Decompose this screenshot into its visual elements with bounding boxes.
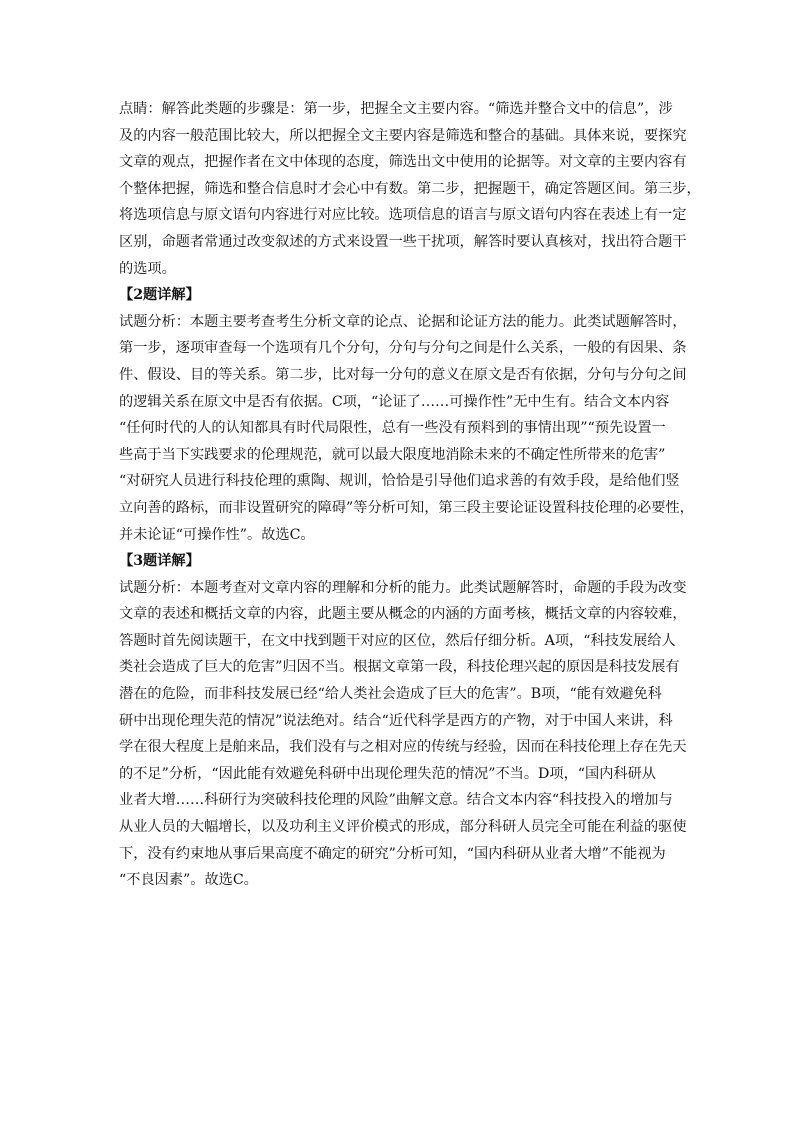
paragraph-line: 及的内容一般范围比较大，所以把握全文主要内容是筛选和整合的基础。具体来说，要探究 <box>119 127 687 144</box>
paragraph-line: 的逻辑关系在原文中是否有依据。C项，“论证了……可操作性”无中生有。结合文本内容 <box>119 393 670 410</box>
paragraph-line: 区别，命题者常通过改变叙述的方式来设置一些干扰项，解答时要认真核对，找出符合题干 <box>119 233 687 250</box>
paragraph-line: 件、假设、目的等关系。第二步，比对每一分句的意义在原文是否有依据，分句与分句之间 <box>119 366 687 383</box>
paragraph-line: 答题时首先阅读题干，在文中找到题干对应的区位，然后仔细分析。A项，“科技发展给人 <box>119 632 676 649</box>
paragraph-line: 学在很大程度上是舶来品，我们没有与之相对应的传统与经验，因而在科技伦理上存在先天 <box>119 739 687 756</box>
section-heading-q3: 【3题详解】 <box>119 553 200 570</box>
paragraph-line: 文章的观点，把握作者在文中体现的态度，筛选出文中使用的论据等。对文章的主要内容有 <box>119 154 687 171</box>
paragraph-line: 的选项。 <box>119 260 176 277</box>
paragraph-line: 立向善的路标，而非设置研究的障碍”等分析可知，第三段主要论证设置科技伦理的必要性， <box>119 499 694 516</box>
paragraph-line: 并未论证“可操作性”。故选C。 <box>119 526 315 543</box>
paragraph-line: 研中出现伦理失范的情况”说法绝对。结合“近代科学是西方的产物，对于中国人来讲，科 <box>119 712 673 729</box>
paragraph-line: 潜在的危险，而非科技发展已经“给人类社会造成了巨大的危害”。B项，“能有效避免科 <box>119 686 662 703</box>
paragraph-line: “对研究人员进行科技伦理的熏陶、规训，恰恰是引导他们追求善的有效手段，是给他们竖 <box>119 473 680 490</box>
paragraph-line: 下，没有约束地从事后果高度不确定的研究”分析可知，“国内科研从业者大增”不能视为 <box>119 845 666 862</box>
paragraph-line: 从业人员的大幅增长，以及功利主义评价模式的形成，部分科研人员完全可能在利益的驱使 <box>119 819 687 836</box>
paragraph-line: 第一步，逐项审查每一个选项有几个分句，分句与分句之间是什么关系，一般的有因果、条 <box>119 340 687 357</box>
document-body <box>119 96 701 894</box>
paragraph-line: 点睛：解答此类题的步骤是：第一步，把握全文主要内容。“筛选并整合文中的信息”，涉 <box>119 101 673 117</box>
paragraph-line: 些高于当下实践要求的伦理规范，就可以最大限度地消除未来的不确定性所带来的危害” <box>119 446 666 463</box>
paragraph-line: 类社会造成了巨大的危害”归因不当。根据文章第一段，科技伦理兴起的原因是科技发展有 <box>119 659 680 676</box>
paragraph-line: 试题分析：本题主要考查考生分析文章的论点、论据和论证方法的能力。此类试题解答时， <box>119 313 687 330</box>
paragraph-line: 业者大增……科研行为突破科技伦理的风险”曲解文意。结合文本内容“科技投入的增加与 <box>119 792 673 809</box>
paragraph-line: 试题分析：本题考查对文章内容的理解和分析的能力。此类试题解答时，命题的手段为改变 <box>119 579 687 596</box>
section-heading-q2: 【2题详解】 <box>119 287 200 304</box>
paragraph-line: “任何时代的人的认知都具有时代局限性，总有一些没有预料到的事情出现”“预先设置一 <box>119 420 666 437</box>
paragraph-line: 个整体把握，筛选和整合信息时才会心中有数。第二步，把握题干，确定答题区间。第三步， <box>119 180 701 197</box>
paragraph-line: “不良因素”。故选C。 <box>119 872 258 889</box>
paragraph-line: 的不足”分析，“因此能有效避免科研中出现伦理失范的情况”不当。D项，“国内科研从 <box>119 765 656 782</box>
paragraph-line: 文章的表述和概括文章的内容，此题主要从概念的内涵的方面考核，概括文章的内容较难， <box>119 606 687 623</box>
paragraph-line: 将选项信息与原文语句内容进行对应比较。选项信息的语言与原文语句内容在表述上有一定 <box>119 207 687 224</box>
